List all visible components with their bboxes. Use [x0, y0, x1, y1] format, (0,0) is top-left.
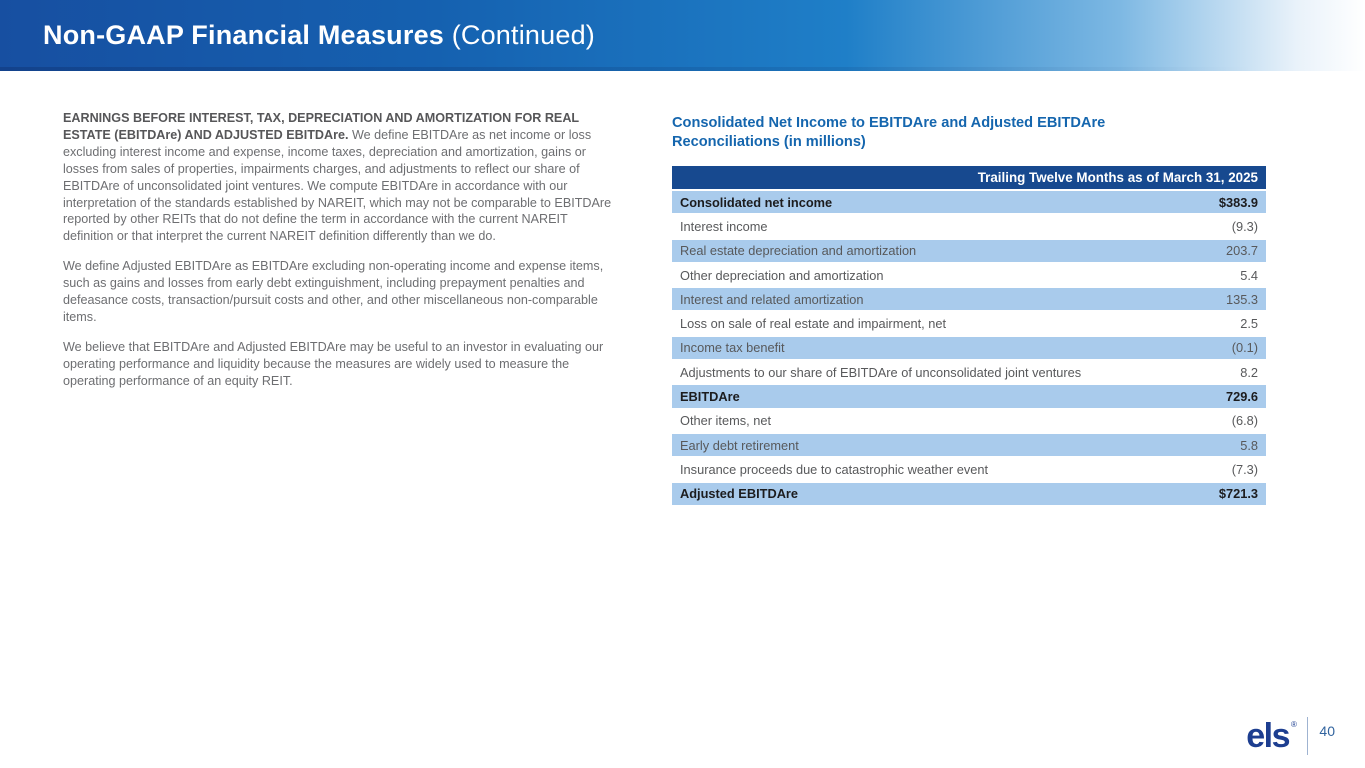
table-body: [672, 191, 1266, 505]
row-value: 8.2: [1240, 364, 1258, 380]
row-value: 5.4: [1240, 267, 1258, 283]
row-label: Adjustments to our share of EBITDAre of unconsolidated joint ventures: [680, 364, 1082, 380]
row-value: 5.8: [1240, 437, 1258, 453]
table-row: [672, 434, 1266, 456]
row-label: Other items, net: [680, 413, 772, 429]
paragraph-body: We believe that EBITDAre and Adjusted EBITDAre may be useful to an investor in evaluating our operating performance and liquidity because the measures are widely used to measure the operating performance of an equity REIT.: [63, 339, 604, 388]
page-title: [43, 20, 595, 51]
els-logo: [1246, 717, 1296, 755]
definitions-text-block: [63, 110, 612, 403]
reconciliation-table: [672, 166, 1266, 505]
row-label: Interest and related amortization: [680, 291, 864, 307]
table-row: [672, 191, 1266, 213]
paragraph-body: We define Adjusted EBITDAre as EBITDAre excluding non-operating income and expense items, such as gains and losses from early debt extinguishment, including prepayment penalties and defeasance costs, transaction/pursuit costs and other, and other miscellaneous non-comparable items.: [63, 259, 604, 324]
paragraph-usefulness-statement: [63, 339, 612, 390]
table-row: [672, 458, 1266, 480]
row-label: EBITDAre: [680, 389, 740, 405]
row-value: (9.3): [1231, 218, 1258, 234]
row-value: 2.5: [1240, 316, 1258, 332]
registered-trademark-icon: ®: [1291, 720, 1296, 729]
table-row: [672, 215, 1266, 237]
row-label: Early debt retirement: [680, 437, 799, 453]
table-title: [672, 114, 1266, 152]
table-row: [672, 264, 1266, 286]
table-row: [672, 240, 1266, 262]
paragraph-adjusted-ebitdare-definition: [63, 258, 612, 326]
table-column-header: Trailing Twelve Months as of March 31, 2025: [672, 166, 1266, 189]
row-label: Income tax benefit: [680, 340, 785, 356]
table-row: [672, 385, 1266, 407]
row-label: Other depreciation and amortization: [680, 267, 884, 283]
table-row: [672, 312, 1266, 334]
row-value: 135.3: [1225, 291, 1258, 307]
row-value: 729.6: [1225, 389, 1258, 405]
table-row: [672, 288, 1266, 310]
table-title-line2: Reconciliations (in millions): [672, 134, 866, 150]
row-label: Loss on sale of real estate and impairment, net: [680, 316, 947, 332]
page-title-continued: (Continued): [444, 20, 595, 50]
row-value: $383.9: [1218, 194, 1258, 210]
page-number: 40: [1319, 723, 1335, 739]
page-title-main: Non-GAAP Financial Measures: [43, 20, 444, 50]
row-value: (6.8): [1231, 413, 1258, 429]
paragraph-body: We define EBITDAre as net income or loss excluding interest income and expense, income taxes, depreciation and amortization, gains or losses from sales of properties, impairments charges, and adjustments to reflect our share of EBITDAre of unconsolidated joint ventures. We compute EBITDAre in accordance with our interpretation of the standards established by NAREIT, which may not be comparable to EBITDAre reported by other REITs that do not define the term in accordance with the current NAREIT definition or that interpret the current NAREIT definition differently than we do.: [63, 127, 612, 244]
slide-footer: [1246, 717, 1335, 755]
paragraph-lead: EARNINGS BEFORE INTEREST, TAX, DEPRECIATION AND AMORTIZATION FOR REAL ESTATE (EBITDAre) AND ADJUSTED EBITDAre.: [63, 111, 579, 142]
row-value: $721.3: [1218, 486, 1258, 502]
footer-divider: [1307, 717, 1308, 755]
row-label: Adjusted EBITDAre: [680, 486, 799, 502]
row-value: (7.3): [1231, 461, 1258, 477]
row-label: Real estate depreciation and amortization: [680, 243, 917, 259]
table-row: [672, 410, 1266, 432]
table-row: [672, 483, 1266, 505]
row-value: 203.7: [1225, 243, 1258, 259]
paragraph-ebitdare-definition: [63, 110, 612, 245]
table-row: [672, 361, 1266, 383]
table-row: [672, 337, 1266, 359]
els-logo-text: els: [1246, 717, 1290, 755]
reconciliation-section: [672, 114, 1266, 507]
row-label: Interest income: [680, 218, 768, 234]
table-title-line1: Consolidated Net Income to EBITDAre and Adjusted EBITDAre: [672, 115, 1106, 131]
row-label: Consolidated net income: [680, 194, 833, 210]
slide-header-bar: [0, 0, 1365, 71]
row-label: Insurance proceeds due to catastrophic weather event: [680, 461, 989, 477]
row-value: (0.1): [1231, 340, 1258, 356]
